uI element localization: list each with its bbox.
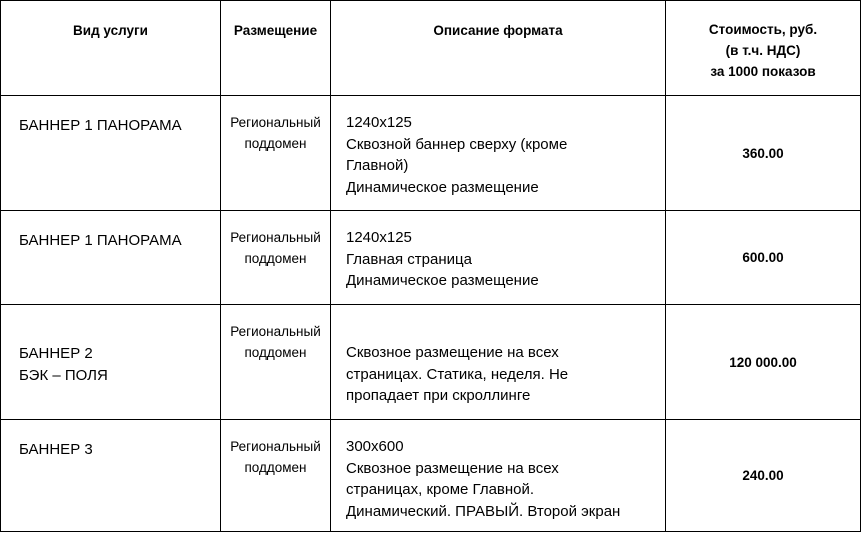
placement-line: Региональный <box>230 324 321 339</box>
price-cell: 240.00 <box>666 420 861 532</box>
service-name: БЭК – ПОЛЯ <box>19 367 108 384</box>
header-service: Вид услуги <box>1 1 221 96</box>
placement-cell <box>221 96 331 211</box>
description-line: страницах, кроме Главной. <box>346 481 535 498</box>
description-line: Динамический. ПРАВЫЙ. Второй экран <box>346 502 621 520</box>
placement-line: поддомен <box>244 136 307 151</box>
table-row <box>1 305 861 420</box>
description-cell <box>331 96 666 211</box>
description-line: Сквозное размещение на всех <box>346 459 559 477</box>
description-line: Сквозное размещение на всех <box>346 344 559 361</box>
service-cell <box>1 211 221 305</box>
service-cell <box>1 305 221 420</box>
description-line: 1240x125 <box>346 114 412 131</box>
table-row <box>1 420 861 532</box>
header-price-line: за 1000 показов <box>710 64 816 79</box>
table-row <box>1 211 861 305</box>
service-name: БАННЕР 2 <box>19 345 93 362</box>
description-line: 300x600 <box>346 438 404 455</box>
description-line: Главной) <box>346 157 409 174</box>
header-price <box>666 1 861 96</box>
header-description: Описание формата <box>331 1 666 96</box>
price-cell: 120 000.00 <box>666 305 861 420</box>
price-cell: 600.00 <box>666 211 861 305</box>
description-cell <box>331 305 666 420</box>
description-cell <box>331 211 666 305</box>
placement-cell <box>221 211 331 305</box>
placement-line: поддомен <box>244 460 307 475</box>
placement-cell <box>221 420 331 532</box>
description-cell <box>331 420 666 532</box>
placement-line: Региональный <box>230 439 321 454</box>
placement-line: поддомен <box>244 251 307 266</box>
service-name: БАННЕР 1 ПАНОРАМА <box>19 232 182 249</box>
service-cell <box>1 420 221 532</box>
placement-line: поддомен <box>244 345 307 360</box>
description-line: Динамическое размещение <box>346 272 539 289</box>
price-cell: 360.00 <box>666 96 861 211</box>
placement-line: Региональный <box>230 230 321 245</box>
service-cell <box>1 96 221 211</box>
description-line: Главная страница <box>346 250 472 268</box>
header-placement: Размещение <box>221 1 331 96</box>
service-name: БАННЕР 1 ПАНОРАМА <box>19 117 182 134</box>
description-line: Сквозной баннер сверху (кроме <box>346 135 568 153</box>
placement-cell <box>221 305 331 420</box>
table-row <box>1 96 861 211</box>
description-line: страницах. Статика, неделя. Не <box>346 365 569 383</box>
description-line: Динамическое размещение <box>346 178 539 196</box>
service-name: БАННЕР 3 <box>19 441 93 458</box>
header-row <box>1 1 861 96</box>
header-price-line: (в т.ч. НДС) <box>725 43 801 58</box>
description-line: 1240x125 <box>346 229 412 246</box>
placement-line: Региональный <box>230 115 321 130</box>
header-price-line: Стоимость, руб. <box>708 22 818 37</box>
description-line: пропадает при скроллинге <box>346 387 531 404</box>
